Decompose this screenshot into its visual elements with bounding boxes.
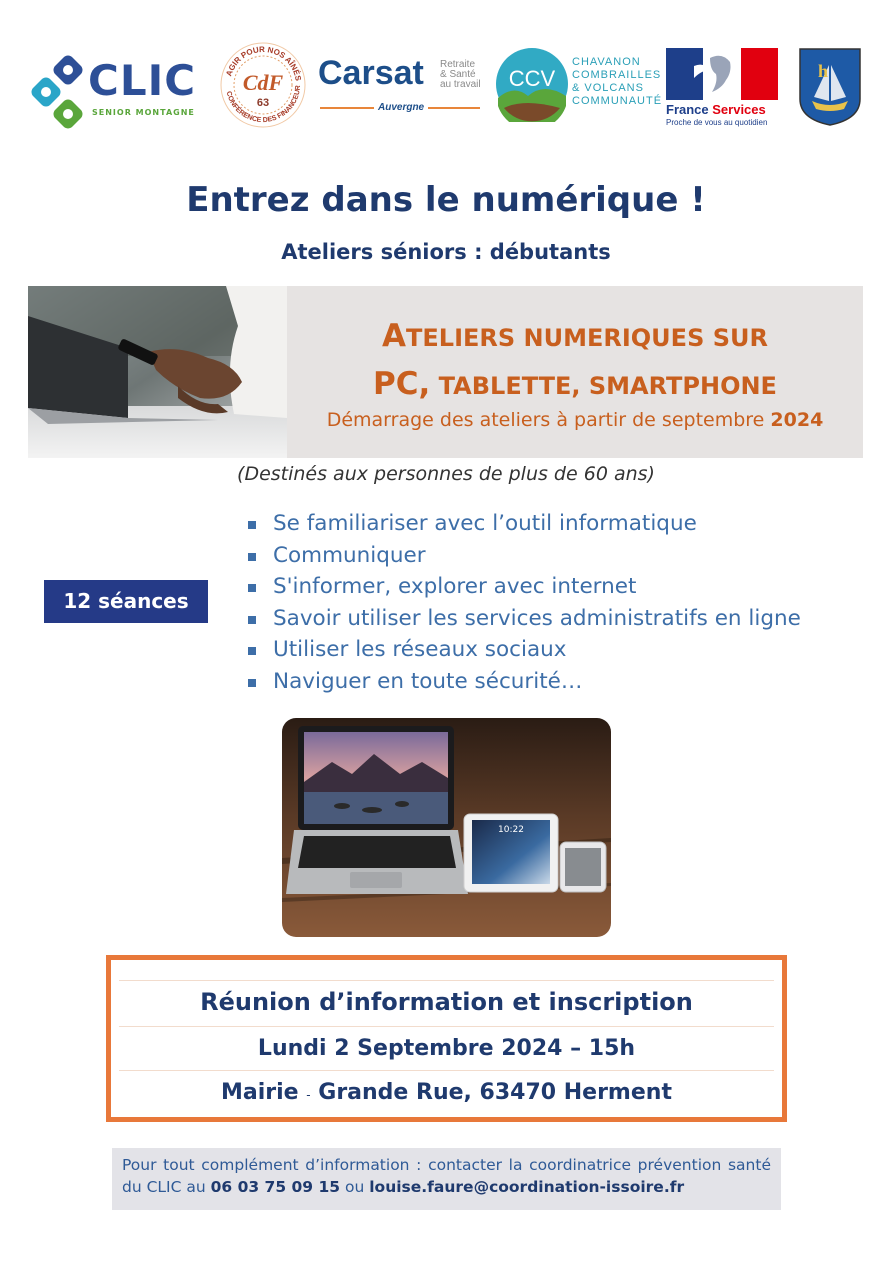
partner-logos: [0, 40, 892, 135]
crest-shield-icon: [798, 47, 862, 127]
clic-subtitle: SENIOR MONTAGNE: [92, 108, 195, 117]
carsat-logo: [318, 50, 488, 120]
ccv-line-1: CHAVANON: [572, 56, 641, 68]
list-item: Utiliser les réseaux sociaux: [246, 634, 801, 666]
carsat-tagline: [440, 60, 481, 90]
ccv-name: [572, 56, 662, 108]
ccv-line-3: & VOLCANS: [572, 82, 644, 94]
page-title: Entrez dans le numérique !: [186, 180, 706, 220]
workshop-topics-list: [246, 508, 801, 698]
marianne-icon: [666, 48, 778, 100]
carsat-tagline-2: & Santé: [440, 69, 476, 80]
contact-footer: [112, 1148, 781, 1210]
meeting-place-dash: -: [306, 1088, 311, 1102]
meeting-place: [119, 1070, 774, 1116]
cdf-mark: CdF: [242, 70, 284, 95]
carsat-tagline-1: Retraite: [440, 59, 476, 70]
page-subtitle: Ateliers séniors : débutants: [281, 240, 611, 264]
devices-photo: [282, 718, 611, 937]
list-item: Naviguer en toute sécurité…: [246, 666, 801, 698]
clic-logo: [28, 52, 208, 132]
footer-text-or: ou: [340, 1178, 370, 1196]
carsat-region: Auvergne: [374, 102, 428, 113]
banner-line-devices: [287, 366, 863, 402]
contact-email-link[interactable]: louise.faure@coordination-issoire.fr: [369, 1178, 685, 1196]
carsat-wordmark: Carsat: [318, 54, 424, 92]
footer-text-intro: Pour tout complément d’information : contacter la coordinatrice prévention santé du CLIC au: [122, 1156, 771, 1196]
person-phone-laptop-image: [28, 286, 287, 458]
banner-text: [287, 286, 863, 458]
target-audience: (Destinés aux personnes de plus de 60 ans): [237, 463, 655, 485]
carsat-tagline-3: au travail: [440, 79, 481, 90]
cdf-ring-bottom: CONFÉRENCE DES FINANCEUR: [224, 84, 303, 125]
banner-line3-text: Démarrage des ateliers à partir de septembre: [326, 409, 771, 431]
meeting-place-venue: Mairie: [221, 1080, 307, 1105]
crest-letter: h: [818, 61, 829, 81]
france-services-name: [666, 102, 766, 117]
clic-wordmark: CLIC: [88, 56, 197, 105]
list-item: Se familiariser avec l’outil informatique: [246, 508, 801, 540]
banner-photo-laptop-phone: [28, 286, 287, 458]
cdf-number: 63: [256, 97, 270, 109]
banner-line2-rest: TABLETTE, SMARTPHONE: [430, 372, 777, 400]
ccv-line-4: COMMUNAUTÉ: [572, 95, 663, 107]
cdf-logo: [218, 40, 308, 130]
info-meeting-box: [106, 955, 787, 1122]
meeting-date: Lundi 2 Septembre 2024 – 15h: [119, 1026, 774, 1072]
france-services-logo: [666, 48, 782, 128]
laptop-tablet-phone-image: [282, 718, 611, 937]
meeting-heading: Réunion d’information et inscription: [119, 980, 774, 1026]
banner-line2-pc: PC,: [373, 366, 431, 402]
ccv-circle-icon: [494, 46, 570, 122]
sessions-badge: 12 séances: [44, 580, 208, 623]
list-item: Savoir utiliser les services administratifs en ligne: [246, 603, 801, 635]
banner-line1-initial: A: [382, 318, 407, 354]
list-item: Communiquer: [246, 540, 801, 572]
banner-line-start: [287, 409, 863, 431]
france-services-tagline: Proche de vous au quotidien: [666, 118, 768, 127]
workshop-banner: [28, 286, 863, 458]
clic-emblem-icon: [28, 52, 90, 132]
cdf-ring-top: AGIR POUR NOS AÎNÉS: [224, 44, 303, 82]
contact-phone: 06 03 75 09 15: [210, 1178, 341, 1196]
france-services-name-b: Services: [712, 102, 766, 117]
ccv-line-2: COMBRAILLES: [572, 69, 662, 81]
ccv-logo: [494, 46, 664, 128]
meeting-place-address: Grande Rue, 63470 Herment: [310, 1080, 672, 1105]
herment-crest-logo: [798, 47, 862, 127]
banner-line3-year: 2024: [770, 409, 824, 431]
list-item: S'informer, explorer avec internet: [246, 571, 801, 603]
tablet-clock: 10:22: [498, 825, 524, 835]
cdf-ring-icon: [218, 40, 308, 130]
ccv-mark: CCV: [508, 66, 556, 91]
france-services-name-a: France: [666, 102, 713, 117]
banner-line1-rest: TELIERS NUMERIQUES SUR: [406, 324, 768, 352]
banner-line-ateliers: [287, 318, 863, 354]
